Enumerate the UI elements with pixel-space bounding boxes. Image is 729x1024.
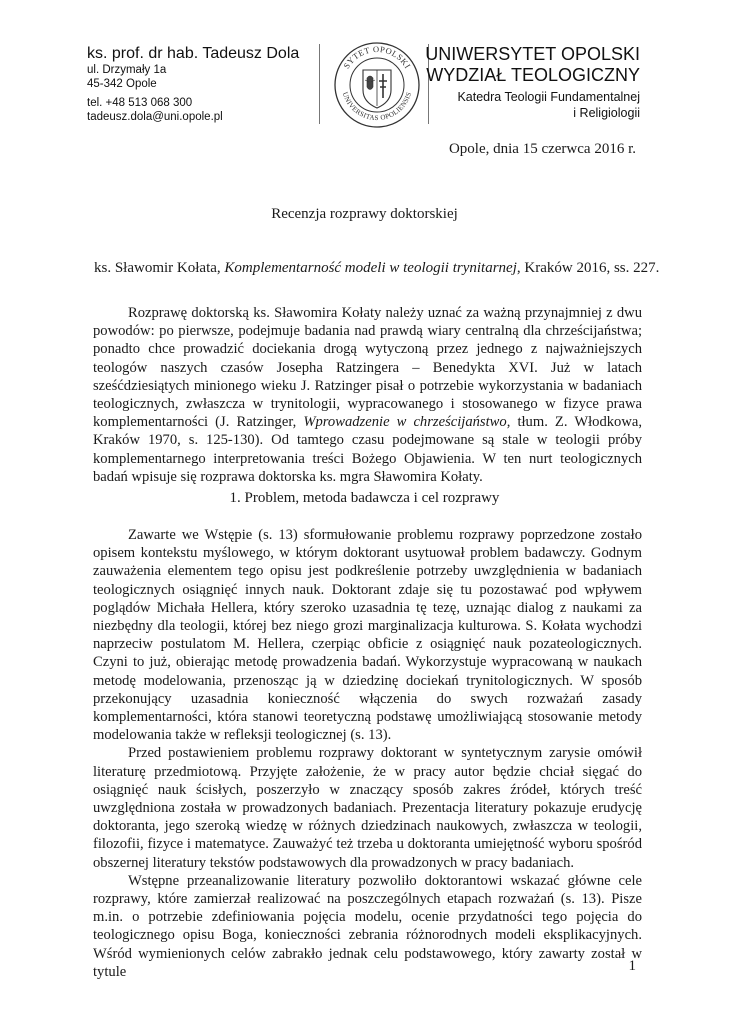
section-heading: 1. Problem, metoda badawcza i cel rozprawy — [229, 490, 500, 506]
intro-book-title: Wprowadzenie w chrześcijaństwo — [303, 414, 507, 431]
work-title: Komplementarność modeli w teologii trynitarnej — [224, 260, 517, 276]
department-name: Katedra Teologii Fundamentalnej — [457, 90, 640, 104]
document-date: Opole, dnia 15 czerwca 2016 r. — [448, 141, 636, 157]
section-paragraph: Przed postawieniem problemu rozprawy doktorant w syntetycznym zarysie omówił literaturę przedmiotową. Przyjęte założenie, że w pracy autor będzie chciał sięgać do osiągnięć nauk ścisłych, poszerzyło w znaczący sposób zakres źródeł, których treść uwzględniona została w prowadzonych badaniach. Prezentacja literatury pokazuje erudycję doktoranta, jego szeroką wiedzę w różnych dziedzinach naukowych, zwłaszcza w teologii, filozofii, fizyce i matematyce. Zauważyć też trzeba u doktoranta umiejętność wyboru spośród obszernej literatury tekstów podstawowych dla prowadzonych w pracy badaniach. — [93, 745, 642, 871]
author-city: 45-342 Opole — [87, 78, 157, 90]
letterhead-institution-block — [410, 44, 640, 121]
author-email: tadeusz.dola@uni.opole.pl — [87, 111, 223, 123]
section-paragraph: Zawarte we Wstępie (s. 13) sformułowanie problemu rozprawy poprzedzone zostało opisem kontekstu myślowego, w którym doktorant usytuował problem badawczy. Godnym zauważenia elementem tego opisu jest podkreślenie potrzeby uwzględnienia w badaniach teologicznych osiągnięć innych nauk. Doktorant zdaje się tu pozostawać pod wpływem poglądów Michała Hellera, który szeroko uzasadnia tę tezę, uznając dialog z naukami za niezbędny dla teologii, której bez niego grozi marginalizacja kulturowa. S. Kołata wychodzi naprzeciw postulatom M. Hellera, czerpiąc obficie z osiągnięć nauk pozateologicznych. Czyni to już, obierając metodę prowadzenia badań. Wykorzystuje wypracowaną w naukach metodę modelowania, przenosząc ją w dziedzinę dociekań trynitologicznych. W sposób przekonujący uzasadnia konieczność włączenia do swych rozważań zasady komplementarności, która stanowi teoretyczną podstawę umożliwiającą stosowanie metody modelowania także w refleksji teologicznej (s. 13). — [93, 527, 642, 744]
page-number: 1 — [628, 958, 636, 974]
intro-section — [93, 304, 642, 486]
intro-paragraph — [93, 304, 642, 486]
university-seal-logo — [332, 40, 422, 130]
reviewed-work-citation — [94, 260, 660, 277]
author-street: ul. Drzymały 1a — [87, 64, 167, 76]
section-paragraph: Wstępne przeanalizowanie literatury pozwoliło doktorantowi wskazać główne cele rozprawy, które zamierzał realizować na poszczególnych etapach rozważań (s. 13). Pisze m.in. o potrzebie zdefiniowania pojęcia modelu, ocenie przydatności tego pojęcia do teologicznego opisu Boga, konieczności zebrania różnorodnych modeli eksplikacyjnych. Wśród wymienionych celów zabrakło jednak celu podstawowego, który zawarty został w tytule — [93, 872, 642, 980]
author-phone: tel. +48 513 068 300 — [87, 97, 193, 109]
letterhead-author-block — [87, 44, 317, 124]
seal-text-top: SYTET OPOLSKI — [341, 43, 413, 71]
svg-text:SYTET OPOLSKI — [341, 44, 413, 70]
university-name: UNIWERSYTET OPOLSKI — [425, 44, 640, 64]
author-name: ks. prof. dr hab. Tadeusz Dola — [87, 45, 300, 62]
faculty-name: WYDZIAŁ TEOLOGICZNY — [426, 65, 640, 85]
intro-text-part2: , tłum. Z. Włodkowa, Kraków 1970, s. 125-130). Od tamtego czasu podejmowane są stale w teologii próby komplementarnego interpretowania treści Bożego Objawienia. W ten nurt teologicznych badań wpisuje się rozprawa doktorska ks. mgra Sławomira Kołaty. — [93, 414, 643, 485]
department-name-cont: i Religiologii — [573, 106, 640, 120]
work-author: ks. Sławomir Kołata, — [94, 260, 225, 276]
letterhead-divider-left — [319, 44, 320, 124]
seal-text-bottom: UNIVERSITAS OPOLIENSIS — [340, 91, 414, 123]
work-details: , Kraków 2016, ss. 227. — [516, 260, 660, 276]
document-title: Recenzja rozprawy doktorskiej — [271, 206, 458, 222]
intro-text-part1: Rozprawę doktorską ks. Sławomira Kołaty należy uznać za ważną przynajmniej z dwu powodów: po pierwsze, podejmuje badania nad prawdą wiary centralną dla chrześcijaństwa; ponadto chce prowadzić dociekania drogą wytyczoną przez jednego z najważniejszych teologów naszych czasów Josepha Ratzingera – Benedykta XVI. Już w latach sześćdziesiątych minionego wieku J. Ratzinger pisał o potrzebie wykorzystania w badaniach teologicznych, zwłaszcza w trynitologii, wypracowanego i stosowanego w fizyce prawa komplementarności (J. Ratzinger, — [93, 305, 642, 431]
section-body — [93, 526, 642, 981]
